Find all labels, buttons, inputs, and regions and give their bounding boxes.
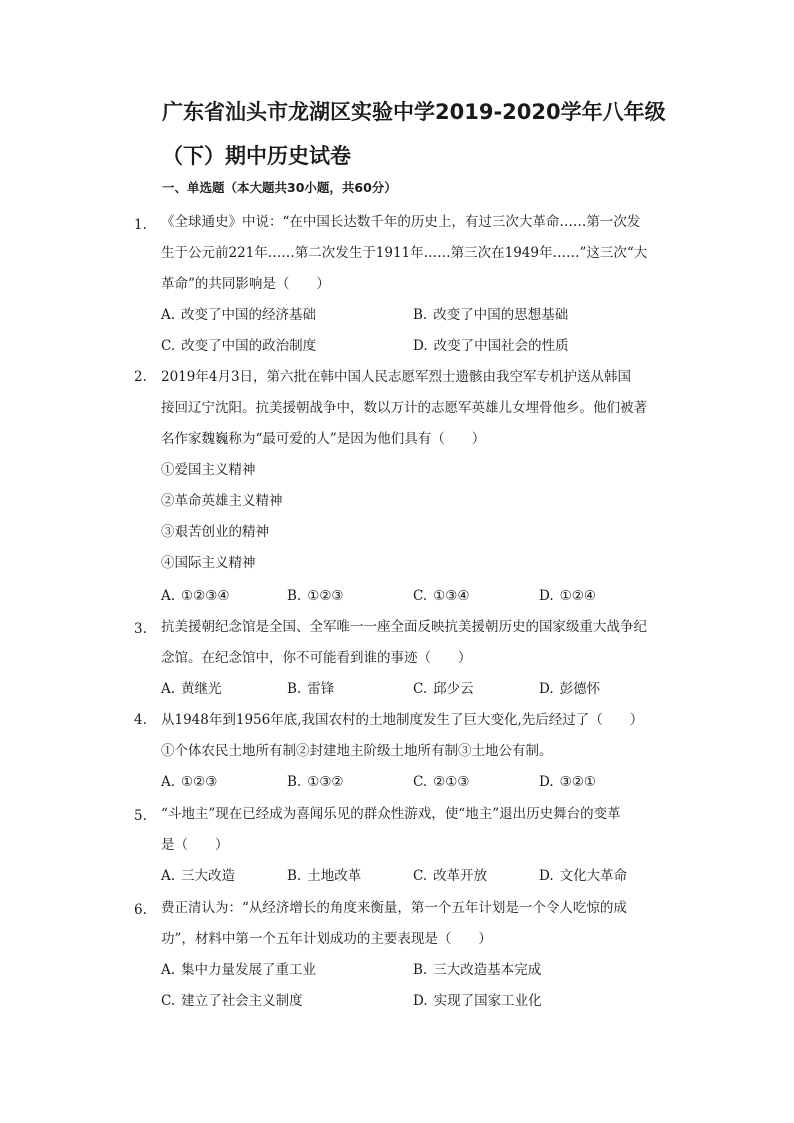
question-stem (161, 705, 661, 767)
question-number: 6. (134, 902, 147, 918)
option-c[interactable] (161, 986, 303, 1017)
stem-line: 《全球通史》中说：“在中国长达数千年的历史上，有过三次大革命……第一次发 (161, 214, 641, 230)
option-text: 黄继光 (181, 681, 222, 697)
option-text: 改变了中国的思想基础 (433, 307, 569, 323)
option-text: 改变了中国的经济基础 (181, 307, 317, 323)
stem-line: 名作家魏巍称为“最可爱的人”是因为他们具有（ ） (161, 431, 486, 447)
option-c[interactable] (161, 331, 316, 362)
option-label: B. (413, 962, 428, 978)
option-d[interactable] (539, 581, 596, 612)
question-stem (161, 612, 661, 674)
option-d[interactable] (413, 331, 569, 362)
question-stem (161, 799, 661, 861)
option-a[interactable] (161, 300, 316, 331)
stem-line: 费正清认为：“从经济增长的角度来衡量，第一个五年计划是一个令人吃惊的成 (161, 900, 627, 916)
option-text: ①②③④ (181, 588, 230, 604)
option-a[interactable] (161, 955, 316, 986)
question-stem (161, 893, 661, 955)
option-b[interactable] (287, 674, 334, 705)
option-label: A. (161, 307, 176, 323)
option-c[interactable] (413, 674, 474, 705)
question-number: 4. (134, 712, 147, 728)
option-label: B. (287, 588, 302, 604)
option-label: C. (161, 993, 176, 1009)
option-text: 雷锋 (307, 681, 335, 697)
option-a[interactable] (161, 581, 229, 612)
section-header: 一、单选题（本大题共30小题，共60分） (162, 180, 397, 195)
option-b[interactable] (413, 300, 568, 331)
option-label: D. (413, 993, 428, 1009)
option-b[interactable] (287, 581, 344, 612)
option-label: B. (287, 774, 302, 790)
option-d[interactable] (539, 767, 596, 798)
question-number: 5. (134, 808, 147, 824)
stem-line: 接回辽宁沈阳。抗美援朝战争中，数以万计的志愿军英雄儿女埋骨他乡。他们被著 (161, 400, 647, 416)
stem-line: 抗美援朝纪念馆是全国、全军唯一一座全面反映抗美援朝历史的国家级重大战争纪 (161, 619, 647, 635)
option-c[interactable] (413, 767, 469, 798)
option-a[interactable] (161, 674, 222, 705)
exam-title (162, 90, 682, 178)
option-label: D. (539, 588, 554, 604)
option-b[interactable] (413, 955, 541, 986)
option-c[interactable] (413, 861, 487, 892)
stem-line: ③艰苦创业的精神 (161, 524, 269, 540)
option-label: C. (413, 868, 428, 884)
question-stem (161, 362, 661, 579)
stem-line: 念馆。在纪念馆中，你不可能看到谁的事迹（ ） (161, 650, 472, 666)
question-number: 2. (134, 369, 147, 385)
option-label: B. (287, 681, 302, 697)
stem-line: 功”，材料中第一个五年计划成功的主要表现是（ ） (161, 931, 492, 947)
option-label: A. (161, 962, 176, 978)
option-label: A. (161, 681, 176, 697)
option-text: ①②④ (559, 588, 596, 604)
option-label: D. (413, 338, 428, 354)
stem-line: ①个体农民土地所有制②封建地主阶级土地所有制③土地公有制。 (161, 743, 553, 759)
option-d[interactable] (539, 674, 600, 705)
option-a[interactable] (161, 767, 217, 798)
stem-line: 生于公元前221年……第二次发生于1911年……第三次在1949年……”这三次“大 (161, 245, 648, 261)
option-d[interactable] (539, 861, 627, 892)
option-text: 改变了中国的政治制度 (181, 338, 317, 354)
option-text: 改变了中国社会的性质 (433, 338, 569, 354)
option-label: D. (539, 868, 554, 884)
option-text: 文化大革命 (559, 868, 628, 884)
option-text: 改革开放 (433, 868, 488, 884)
option-d[interactable] (413, 986, 542, 1017)
option-label: D. (539, 774, 554, 790)
option-label: A. (161, 774, 176, 790)
option-label: A. (161, 588, 176, 604)
option-b[interactable] (287, 861, 361, 892)
option-text: ②①③ (433, 774, 470, 790)
exam-title-line1: 广东省汕头市龙湖区实验中学2019-2020学年八年级 (162, 100, 666, 124)
option-label: C. (413, 681, 428, 697)
option-text: 集中力量发展了重工业 (181, 962, 317, 978)
option-label: B. (287, 868, 302, 884)
option-a[interactable] (161, 861, 235, 892)
option-text: ③②① (559, 774, 596, 790)
stem-line: 2019年4月3日，第六批在韩中国人民志愿军烈士遗骸由我空军专机护送从韩国 (161, 369, 632, 385)
question-number: 3. (134, 621, 147, 637)
option-text: ①③④ (433, 588, 470, 604)
question-stem (161, 207, 661, 300)
question-number: 1. (134, 217, 147, 233)
option-label: C. (413, 774, 428, 790)
exam-title-line2: （下）期中历史试卷 (162, 144, 351, 168)
option-text: ①②③ (181, 774, 218, 790)
option-label: A. (161, 868, 176, 884)
option-label: B. (413, 307, 428, 323)
option-text: 建立了社会主义制度 (181, 993, 303, 1009)
option-label: D. (539, 681, 554, 697)
stem-line: 革命”的共同影响是（ ） (161, 276, 330, 292)
option-text: 彭德怀 (559, 681, 601, 697)
option-label: C. (161, 338, 176, 354)
option-text: 邱少云 (433, 681, 474, 697)
option-b[interactable] (287, 767, 344, 798)
option-text: 实现了国家工业化 (433, 993, 542, 1009)
stem-line: 是（ ） (161, 837, 229, 853)
option-text: ①③② (307, 774, 344, 790)
stem-line: ④国际主义精神 (161, 555, 256, 571)
stem-line: 从1948年到1956年底,我国农村的土地制度发生了巨大变化,先后经过了（ ） (161, 712, 644, 728)
option-text: 三大改造 (181, 868, 236, 884)
option-label: C. (413, 588, 428, 604)
option-text: ①②③ (307, 588, 344, 604)
stem-line: ①爱国主义精神 (161, 462, 256, 478)
stem-line: “斗地主”现在已经成为喜闻乐见的群众性游戏，使“地主”退出历史舞台的变革 (161, 806, 621, 822)
stem-line: ②革命英雄主义精神 (161, 493, 283, 509)
option-text: 土地改革 (307, 868, 362, 884)
option-c[interactable] (413, 581, 469, 612)
option-text: 三大改造基本完成 (433, 962, 542, 978)
